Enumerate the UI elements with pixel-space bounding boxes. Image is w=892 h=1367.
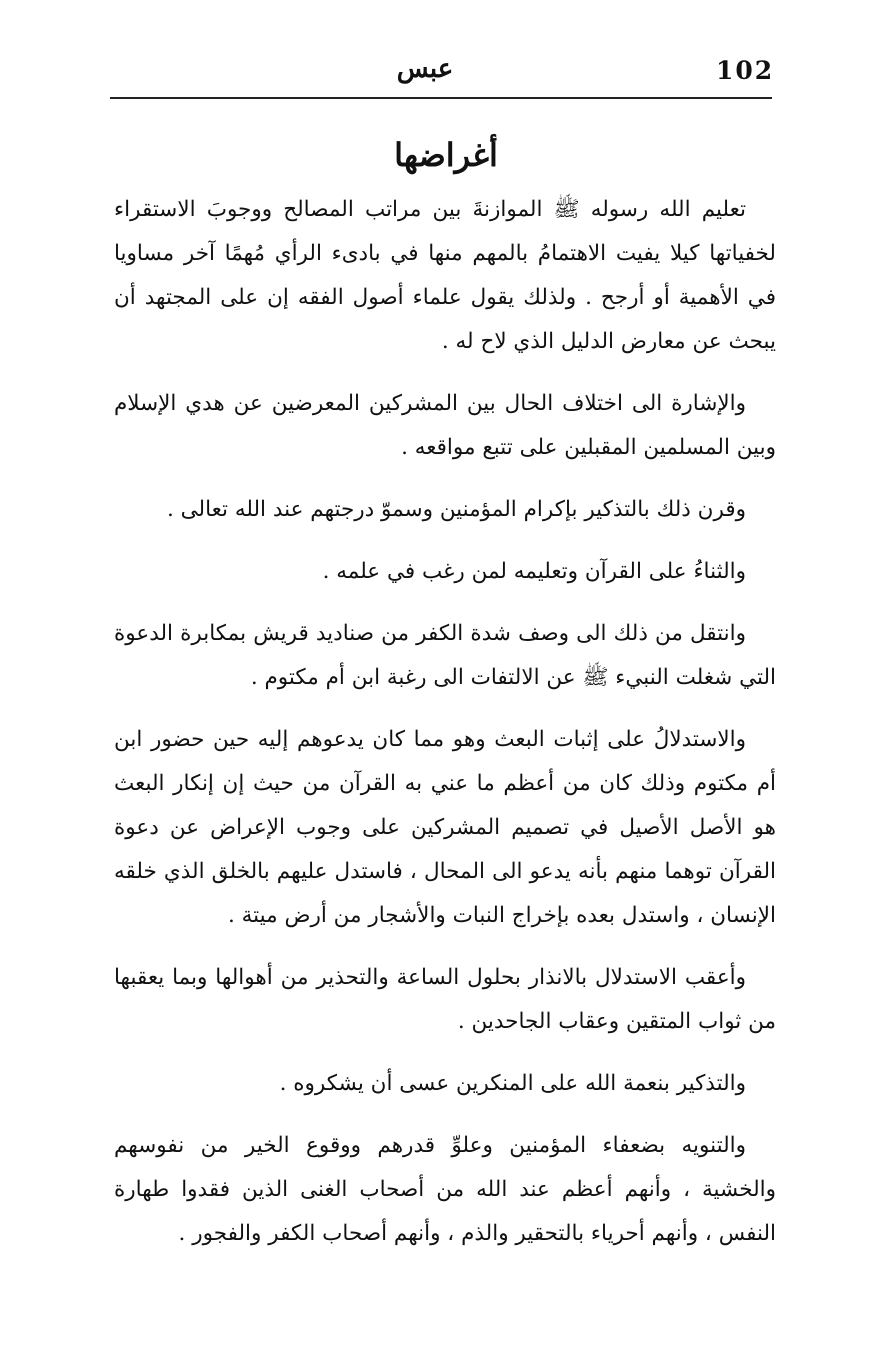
running-head: عبس [396,54,454,84]
paragraph: وانتقل من ذلك الى وصف شدة الكفر من صناديد قريش بمكابرة الدعوة التي شغلت النبيء ﷺ عن الالتفات الى رغبة ابن أم مكتوم . [114,621,776,690]
header-rule [110,97,772,99]
paragraph: وقرن ذلك بالتذكير بإكرام المؤمنين وسموّ درجتهم عند الله تعالى . [166,497,746,522]
section-title: أغراضها [394,136,498,174]
paragraph: والاستدلالُ على إثبات البعث وهو مما كان يدعوهم إليه حين حضور ابن أم مكتوم وذلك كان من أعظم ما عني به القرآن من حيث إن إنكار البعث هو الأصل الأصيل في تصميم المشركين على وجوب الإعراض عن دعوة القرآن توهما منهم بأنه يدعو الى المحال ، فاستدل عليهم بالخلق الذي خلقه الإنسان ، واستدل بعده بإخراج النبات والأشجار من أرض ميتة . [114,727,776,928]
paragraph: تعليم الله رسوله ﷺ الموازنةَ بين مراتب المصالح ووجوبَ الاستقراء لخفياتها كيلا يفيت الاهتمامُ بالمهم منها في بادىء الرأي مُهمًا آخر مساويا في الأهمية أو أرجح . ولذلك يقول علماء أصول الفقه إن على المجتهد أن يبحث عن معارض الدليل الذي لاح له . [114,197,776,354]
page-number: 102 [716,56,775,85]
paragraph: والثناءُ على القرآن وتعليمه لمن رغب في علمه . [322,559,746,584]
paragraph: والتنويه بضعفاء المؤمنين وعلوِّ قدرهم ووقوع الخير من نفوسهم والخشية ، وأنهم أعظم عند الله من أصحاب الغنى الذين فقدوا طهارة النفس ، وأنهم أحرياء بالتحقير والذم ، وأنهم أصحاب الكفر والفجور . [114,1133,776,1246]
paragraph: والإشارة الى اختلاف الحال بين المشركين المعرضين عن هدي الإسلام وبين المسلمين المقبلين على تتبع مواقعه . [114,391,776,460]
body-text [114,188,776,1274]
paragraph: والتذكير بنعمة الله على المنكرين عسى أن يشكروه . [279,1071,746,1096]
paragraph: وأعقب الاستدلال بالانذار بحلول الساعة والتحذير من أهوالها وبما يعقبها من ثواب المتقين وعقاب الجاحدين . [114,965,776,1034]
